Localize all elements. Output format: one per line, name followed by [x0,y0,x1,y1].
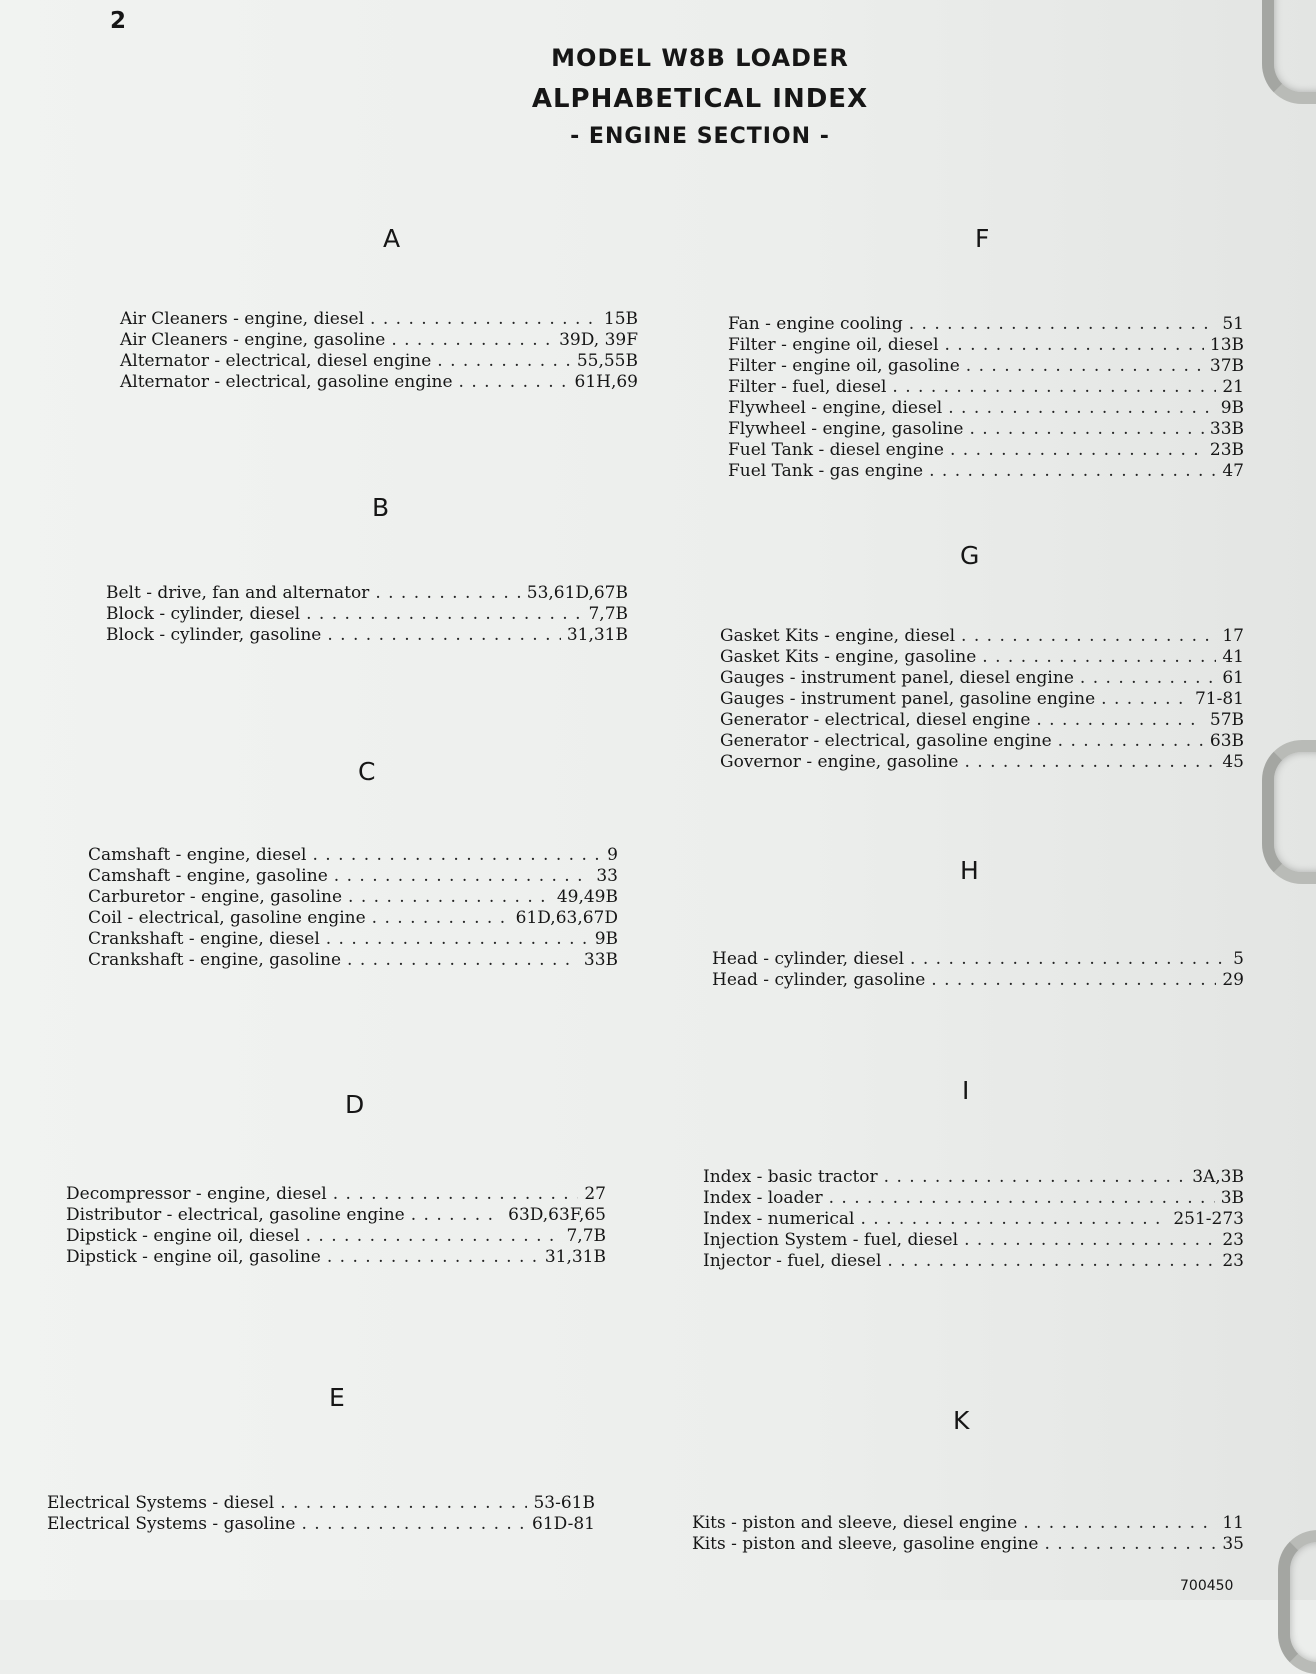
dot-leader [313,845,602,866]
index-entry-label: Decompressor - engine, diesel [66,1184,327,1204]
index-entry-page: 49,49B [556,887,618,907]
index-entry-page: 9B [1220,398,1244,418]
dot-leader [950,440,1204,461]
dot-leader [961,626,1216,647]
index-entry [720,731,1244,752]
index-entry [120,309,638,330]
index-entry-page: 31,31B [566,625,628,645]
index-entry-label: Gasket Kits - engine, gasoline [720,647,977,667]
index-entry-label: Block - cylinder, gasoline [106,625,322,645]
index-entry-label: Head - cylinder, gasoline [712,970,926,990]
page-title: MODEL W8B LOADER [551,44,849,72]
section-letter-e: E [329,1383,345,1412]
index-entry-label: Electrical Systems - gasoline [47,1514,296,1534]
section-k-entries [692,1513,1244,1555]
dot-leader [966,356,1204,377]
index-entry-page: 63B [1209,731,1244,751]
dot-leader [370,309,598,330]
index-entry-page: 23 [1222,1230,1244,1250]
index-entry-page: 7,7B [566,1226,606,1246]
index-entry-label: Gauges - instrument panel, gasoline engine [720,689,1096,709]
index-entry [712,970,1244,991]
index-entry-label: Fuel Tank - gas engine [728,461,924,481]
index-entry-label: Coil - electrical, gasoline engine [88,908,366,928]
dot-leader [945,335,1204,356]
index-entry [692,1513,1244,1534]
index-entry-page: 31,31B [544,1247,606,1267]
index-entry [728,440,1244,461]
index-entry [88,929,618,950]
section-letter-c: C [358,757,376,786]
index-entry-label: Head - cylinder, diesel [712,949,905,969]
index-entry [703,1167,1244,1188]
index-entry-page: 41 [1222,647,1244,667]
index-entry-label: Injection System - fuel, diesel [703,1230,959,1250]
index-entry-label: Carburetor - engine, gasoline [88,887,343,907]
index-entry-page: 9B [594,929,618,949]
index-entry-page: 61 [1222,668,1244,688]
index-entry-page: 51 [1222,314,1244,334]
index-entry [720,647,1244,668]
index-entry [720,689,1244,710]
page-number: 2 [110,8,127,34]
dot-leader [327,625,560,646]
index-entry-label: Flywheel - engine, diesel [728,398,943,418]
index-entry-label: Dipstick - engine oil, diesel [66,1226,300,1246]
index-entry [66,1184,606,1205]
index-entry-page: 33 [596,866,618,886]
dot-leader [459,372,569,393]
dot-leader [887,1251,1216,1272]
index-entry-label: Air Cleaners - engine, gasoline [120,330,386,350]
index-entry [720,710,1244,731]
dot-leader [860,1209,1167,1230]
dot-leader [334,866,591,887]
section-letter-h: H [960,856,979,885]
index-entry-page: 63D,63F,65 [508,1205,606,1225]
section-c-entries [88,845,618,971]
index-entry [88,908,618,929]
dot-leader [884,1167,1187,1188]
index-entry-label: Kits - piston and sleeve, diesel engine [692,1513,1018,1533]
index-entry [703,1209,1244,1230]
section-e-entries [47,1493,595,1535]
dot-leader [1036,710,1204,731]
index-entry-label: Injector - fuel, diesel [703,1251,882,1271]
dot-leader [1058,731,1204,752]
dot-leader [437,351,571,372]
dot-leader [892,377,1216,398]
index-entry-page: 11 [1222,1513,1244,1533]
index-entry-label: Fuel Tank - diesel engine [728,440,944,460]
section-letter-d: D [345,1090,365,1119]
index-entry-page: 5 [1233,949,1244,969]
dot-leader [982,647,1216,668]
index-entry-label: Gasket Kits - engine, diesel [720,626,956,646]
index-entry-page: 37B [1209,356,1244,376]
index-entry-page: 53-61B [533,1493,595,1513]
index-entry [728,335,1244,356]
index-entry [88,950,618,971]
section-letter-k: K [953,1406,970,1435]
section-letter-g: G [960,541,980,570]
index-entry [692,1534,1244,1555]
section-h-entries [712,949,1244,991]
index-entry [106,604,628,625]
index-entry [728,314,1244,335]
dot-leader [1044,1534,1216,1555]
index-entry [728,377,1244,398]
index-entry [720,668,1244,689]
section-a-entries [120,309,638,393]
index-entry-label: Filter - engine oil, diesel [728,335,939,355]
index-entry-page: 33B [1209,419,1244,439]
dot-leader [327,1247,539,1268]
index-entry-page: 39D, 39F [559,330,638,350]
index-entry-page: 251-273 [1173,1209,1244,1229]
index-entry-page: 7,7B [588,604,628,624]
section-subtitle: - ENGINE SECTION - [570,124,830,149]
index-entry [120,372,638,393]
index-entry [47,1514,595,1535]
index-entry-page: 15B [603,309,638,329]
index-entry-label: Governor - engine, gasoline [720,752,959,772]
section-b-entries [106,583,628,646]
index-entry-page: 23B [1209,440,1244,460]
index-entry [88,845,618,866]
index-entry-label: Crankshaft - engine, diesel [88,929,320,949]
section-f-entries [728,314,1244,482]
section-letter-b: B [372,493,390,522]
dot-leader [280,1493,527,1514]
section-letter-f: F [975,224,990,253]
index-entry [66,1205,606,1226]
dot-leader [333,1184,579,1205]
section-letter-a: A [383,224,401,253]
index-entry [106,625,628,646]
index-entry-label: Filter - engine oil, gasoline [728,356,960,376]
index-entry-page: 61D-81 [532,1514,595,1534]
index-entry-label: Filter - fuel, diesel [728,377,887,397]
index-entry [106,583,628,604]
dot-leader [969,419,1203,440]
section-i-entries [703,1167,1244,1272]
dot-leader [372,908,510,929]
dot-leader [306,1226,561,1247]
index-entry [120,330,638,351]
dot-leader [964,752,1216,773]
index-entry-page: 61H,69 [574,372,638,392]
index-entry [720,752,1244,773]
dot-leader [910,949,1227,970]
binder-ring [1262,740,1316,884]
index-entry-label: Belt - drive, fan and alternator [106,583,370,603]
index-entry [703,1230,1244,1251]
index-entry [728,419,1244,440]
index-entry-page: 61D,63,67D [515,908,618,928]
index-entry-label: Camshaft - engine, gasoline [88,866,328,886]
index-entry [47,1493,595,1514]
index-entry-page: 45 [1222,752,1244,772]
index-entry-label: Fan - engine cooling [728,314,903,334]
index-entry-label: Flywheel - engine, gasoline [728,419,964,439]
index-entry-page: 21 [1222,377,1244,397]
index-entry [703,1251,1244,1272]
index-entry-page: 55,55B [576,351,638,371]
dot-leader [929,461,1216,482]
index-entry-page: 71-81 [1194,689,1244,709]
index-entry-label: Alternator - electrical, gasoline engine [120,372,453,392]
index-entry-page: 23 [1222,1251,1244,1271]
dot-leader [1101,689,1189,710]
dot-leader [909,314,1217,335]
index-entry [712,949,1244,970]
dot-leader [411,1205,502,1226]
section-d-entries [66,1184,606,1268]
index-entry-page: 33B [583,950,618,970]
index-entry-label: Index - loader [703,1188,823,1208]
index-entry-label: Dipstick - engine oil, gasoline [66,1247,321,1267]
dot-leader [1080,668,1216,689]
index-entry [88,866,618,887]
section-g-entries [720,626,1244,773]
index-entry [728,461,1244,482]
index-entry-page: 29 [1222,970,1244,990]
index-entry-label: Gauges - instrument panel, diesel engine [720,668,1074,688]
document-number: 700450 [1180,1578,1234,1594]
index-entry-page: 3A,3B [1192,1167,1244,1187]
index-entry-page: 13B [1209,335,1244,355]
index-entry-label: Generator - electrical, gasoline engine [720,731,1052,751]
index-entry [88,887,618,908]
dot-leader [931,970,1216,991]
index-entry [720,626,1244,647]
dot-leader [829,1188,1215,1209]
index-entry-label: Index - basic tractor [703,1167,878,1187]
index-entry-page: 35 [1222,1534,1244,1554]
dot-leader [375,583,520,604]
index-entry-label: Electrical Systems - diesel [47,1493,275,1513]
dot-leader [1023,1513,1216,1534]
index-entry [728,356,1244,377]
index-entry-label: Alternator - electrical, diesel engine [120,351,432,371]
index-entry-page: 3B [1220,1188,1244,1208]
dot-leader [948,398,1214,419]
dot-leader [306,604,582,625]
dot-leader [964,1230,1216,1251]
index-entry-label: Crankshaft - engine, gasoline [88,950,342,970]
dot-leader [301,1514,526,1535]
index-entry-label: Kits - piston and sleeve, gasoline engine [692,1534,1039,1554]
index-entry-page: 53,61D,67B [526,583,628,603]
index-entry-page: 27 [584,1184,606,1204]
dot-leader [391,330,553,351]
index-entry-label: Index - numerical [703,1209,855,1229]
index-entry-page: 47 [1222,461,1244,481]
page-subtitle: ALPHABETICAL INDEX [531,84,869,114]
index-entry [66,1226,606,1247]
dot-leader [347,950,578,971]
index-entry [120,351,638,372]
dot-leader [326,929,589,950]
dot-leader [348,887,551,908]
index-entry-page: 17 [1222,626,1244,646]
index-entry [66,1247,606,1268]
index-entry-page: 57B [1209,710,1244,730]
index-entry-label: Generator - electrical, diesel engine [720,710,1031,730]
index-entry-page: 9 [607,845,618,865]
index-entry-label: Camshaft - engine, diesel [88,845,307,865]
binder-ring [1278,1530,1316,1674]
index-entry-label: Distributor - electrical, gasoline engine [66,1205,405,1225]
index-entry [703,1188,1244,1209]
section-letter-i: I [962,1076,970,1105]
index-entry [728,398,1244,419]
index-entry-label: Air Cleaners - engine, diesel [120,309,365,329]
index-entry-label: Block - cylinder, diesel [106,604,301,624]
binder-ring [1262,0,1316,104]
